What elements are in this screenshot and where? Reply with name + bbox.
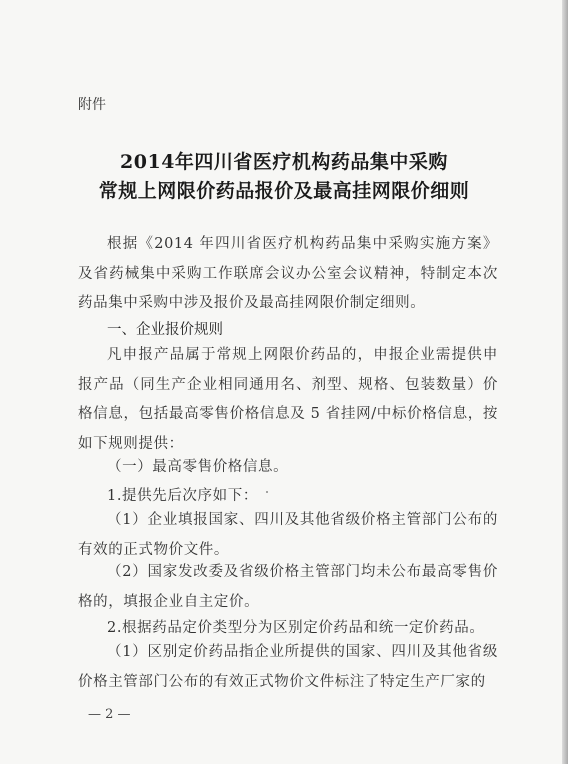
list-item-2: 2.根据药品定价类型分为区别定价药品和统一定价药品。 [107, 620, 485, 636]
list-item-1: 1.提供先后次序如下： [107, 488, 258, 504]
list-item-1-1: （1）企业填报国家、四川及其他省级价格主管部门公布的有效的正式物价文件。 [78, 512, 498, 558]
section-heading-1: 一、企业报价规则 [107, 322, 223, 338]
attachment-label: 附件 [78, 97, 106, 113]
document-title-line-1: 2014年四川省医疗机构药品集中采购 [120, 151, 448, 173]
list-item-1-2: （2）国家发改委及省级价格主管部门均未公布最高零售价格的，填报企业自主定价。 [78, 564, 498, 610]
intro-paragraph: 根据《2014 年四川省医疗机构药品集中采购实施方案》及省药械集中采购工作联席会议办公室会议精神，特制定本次药品集中采购中涉及报价及最高挂网限价制定细则。 [78, 236, 498, 311]
document-title-line-2: 常规上网限价药品报价及最高挂网限价细则 [98, 180, 470, 202]
page-number: — 2 — [88, 707, 131, 722]
rules-paragraph: 凡申报产品属于常规上网限价药品的，申报企业需提供申报产品（同生产企业相同通用名、剂型、规格、包装数量）价格信息，包括最高零售价格信息及 5 省挂网/中标价格信息，按如下规则提供： [78, 347, 498, 452]
subsection-heading: （一）最高零售价格信息。 [107, 459, 289, 475]
list-item-2-1: （1）区别定价药品指企业所提供的国家、四川及其他省级价格主管部门公布的有效正式物价文件标注了特定生产厂家的 [78, 644, 498, 690]
page-edge-shadow [562, 0, 568, 764]
scan-speck [266, 491, 268, 493]
